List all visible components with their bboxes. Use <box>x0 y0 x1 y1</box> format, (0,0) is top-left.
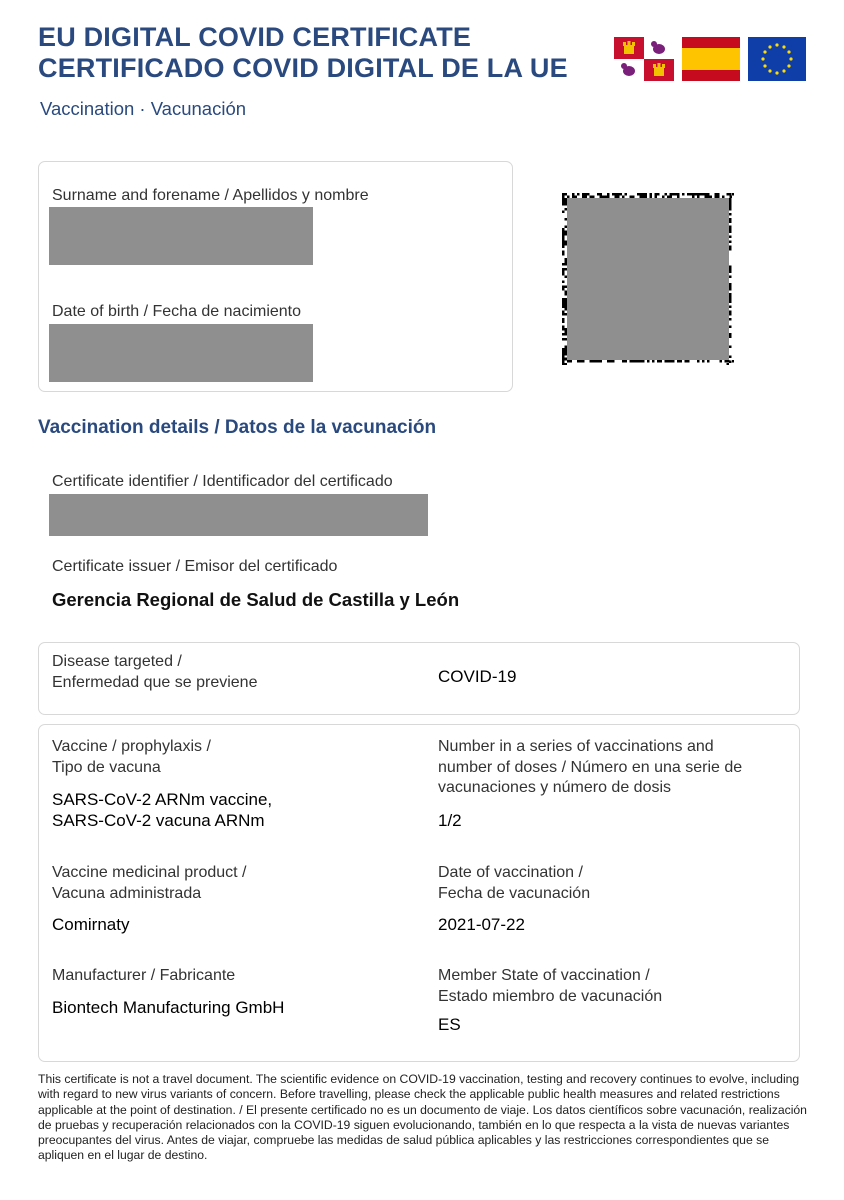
certificate-title <box>38 22 568 84</box>
vaccine-type-label-line: Tipo de vacuna <box>52 758 161 776</box>
vaccination-details-heading: Vaccination details / Datos de la vacunación <box>38 417 437 438</box>
member-state-label-line: Member State of vaccination / <box>438 967 650 984</box>
product-label-line: Vacuna administrada <box>52 884 202 902</box>
qr-code <box>562 193 734 365</box>
vaccination-date-label <box>438 863 590 904</box>
certificate-type: Vaccination · Vacunación <box>40 98 247 119</box>
vaccine-type-value-line: SARS-CoV-2 vacuna ARNm <box>52 811 265 830</box>
title-line-english: EU DIGITAL COVID CERTIFICATE <box>38 22 472 52</box>
doses-label-line: number of doses / Número en una serie de <box>438 758 743 776</box>
disease-label <box>52 652 257 693</box>
disease-label-line: Enfermedad que se previene <box>52 673 258 691</box>
dob-label: Date of birth / Fecha de nacimiento <box>52 303 302 320</box>
vaccine-type-label <box>52 737 211 778</box>
certificate-id-redaction <box>49 494 428 536</box>
product-label <box>52 863 246 904</box>
doses-label <box>438 737 742 799</box>
vaccine-type-label-line: Vaccine / prophylaxis / <box>52 738 211 755</box>
manufacturer-label: Manufacturer / Fabricante <box>52 967 236 984</box>
vaccine-type-value <box>52 789 272 831</box>
issuer-value: Gerencia Regional de Salud de Castilla y León <box>52 589 460 610</box>
castilla-y-leon-flag-icon <box>614 37 674 81</box>
disease-label-line: Disease targeted / <box>52 653 182 670</box>
doses-label-line: vacunaciones y número de dosis <box>438 779 672 796</box>
manufacturer-value: Biontech Manufacturing GmbH <box>52 998 285 1017</box>
member-state-label <box>438 966 662 1007</box>
vaccination-date-value: 2021-07-22 <box>438 915 525 934</box>
vaccine-type-value-line: SARS-CoV-2 ARNm vaccine, <box>52 790 273 809</box>
vaccination-date-label-line: Date of vaccination / <box>438 864 583 881</box>
member-state-label-line: Estado miembro de vacunación <box>438 987 663 1005</box>
product-label-line: Vaccine medicinal product / <box>52 864 247 881</box>
spain-flag-icon <box>682 37 740 81</box>
title-line-spanish: CERTIFICADO COVID DIGITAL DE LA UE <box>38 53 568 83</box>
name-label: Surname and forename / Apellidos y nombre <box>52 187 369 204</box>
eu-flag-icon <box>748 37 806 81</box>
member-state-value: ES <box>438 1015 461 1034</box>
disease-value: COVID-19 <box>438 667 517 686</box>
disclaimer-text: This certificate is not a travel document. The scientific evidence on COVID-19 vaccination, testing and recovery continues to evolve, including with regard to new virus variants of concern. Before travelling, please check the applicable public health measures and related restrictions applicable at the point of destination. / El presente certificado no es un documento de viaje. Los datos científicos sobre vacunación, realización de pruebas y recuperación relacionados con la COVID-19 siguen evolucionando, también en lo que respecta a la vista de nuevas variantes preocupantes del virus. Antes de viajar, compruebe las medidas de salud pública aplicables y las restricciones correspondientes que se apliquen en el lugar de destino. <box>38 1072 807 1163</box>
certificate-id-label: Certificate identifier / Identificador del certificado <box>52 473 393 490</box>
name-redaction <box>49 207 313 265</box>
dob-redaction <box>49 324 313 382</box>
doses-value: 1/2 <box>438 811 462 830</box>
product-value: Comirnaty <box>52 915 130 934</box>
vaccination-date-label-line: Fecha de vacunación <box>438 884 591 902</box>
doses-label-line: Number in a series of vaccinations and <box>438 738 714 755</box>
issuer-label: Certificate issuer / Emisor del certificado <box>52 558 338 575</box>
